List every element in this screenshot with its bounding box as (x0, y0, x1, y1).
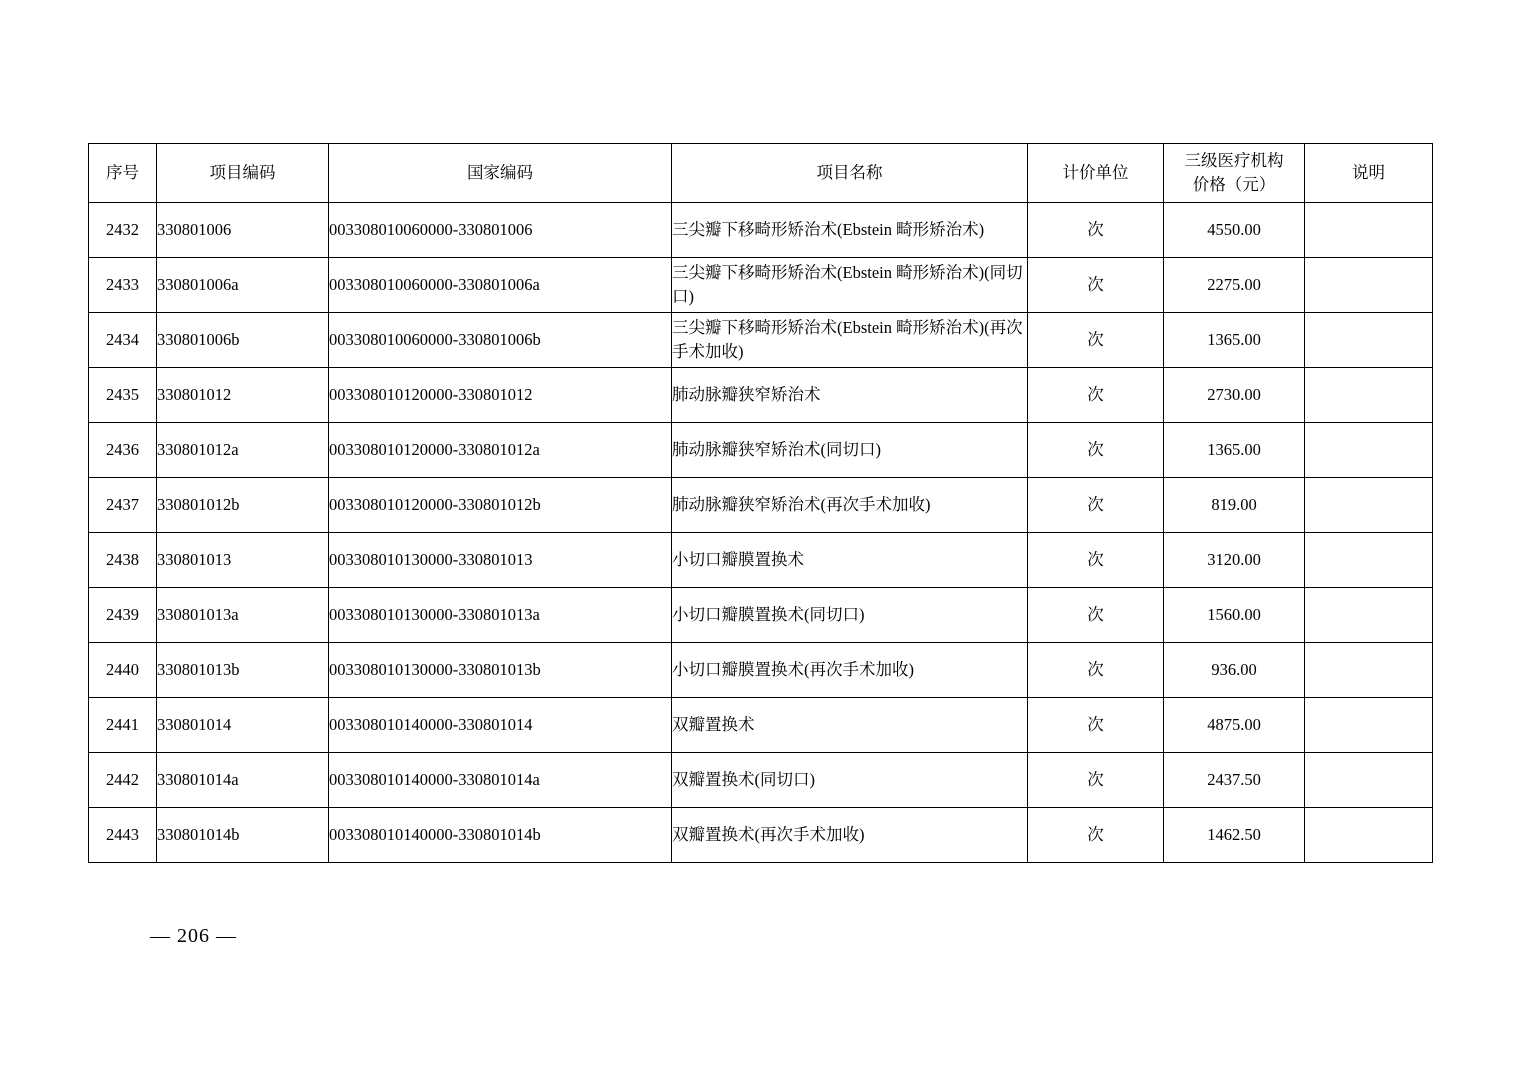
cell-unit: 次 (1028, 478, 1164, 533)
column-header-seq: 序号 (89, 144, 157, 203)
cell-national-code: 003308010130000-330801013a (329, 588, 672, 643)
column-header-item-name: 项目名称 (672, 144, 1028, 203)
table-row (89, 588, 1433, 643)
cell-unit: 次 (1028, 203, 1164, 258)
column-header-unit: 计价单位 (1028, 144, 1164, 203)
column-header-price-line2: 价格（元） (1192, 175, 1276, 194)
cell-seq: 2435 (89, 368, 157, 423)
cell-unit: 次 (1028, 313, 1164, 368)
cell-national-code: 003308010060000-330801006b (329, 313, 672, 368)
cell-price: 2730.00 (1164, 368, 1305, 423)
table-row (89, 808, 1433, 863)
cell-item-code: 330801013 (157, 533, 329, 588)
cell-price: 4550.00 (1164, 203, 1305, 258)
cell-item-name: 三尖瓣下移畸形矫治术(Ebstein 畸形矫治术)(再次手术加收) (672, 313, 1028, 368)
cell-note (1305, 478, 1433, 533)
cell-item-name: 双瓣置换术(同切口) (672, 753, 1028, 808)
table-row (89, 258, 1433, 313)
cell-item-name: 三尖瓣下移畸形矫治术(Ebstein 畸形矫治术)(同切口) (672, 258, 1028, 313)
column-header-price-line1: 三级医疗机构 (1184, 151, 1284, 171)
table-row (89, 643, 1433, 698)
cell-price: 1560.00 (1164, 588, 1305, 643)
cell-item-code: 330801006 (157, 203, 329, 258)
cell-price: 1365.00 (1164, 423, 1305, 478)
cell-item-code: 330801006b (157, 313, 329, 368)
cell-national-code: 003308010140000-330801014b (329, 808, 672, 863)
table-row (89, 313, 1433, 368)
cell-seq: 2433 (89, 258, 157, 313)
cell-note (1305, 258, 1433, 313)
cell-national-code: 003308010060000-330801006 (329, 203, 672, 258)
cell-note (1305, 588, 1433, 643)
cell-unit: 次 (1028, 588, 1164, 643)
column-header-price (1164, 144, 1305, 203)
table-row (89, 203, 1433, 258)
cell-item-name: 三尖瓣下移畸形矫治术(Ebstein 畸形矫治术) (672, 203, 1028, 258)
cell-unit: 次 (1028, 423, 1164, 478)
table-row (89, 423, 1433, 478)
medical-price-table (88, 143, 1433, 863)
cell-national-code: 003308010140000-330801014 (329, 698, 672, 753)
cell-price: 819.00 (1164, 478, 1305, 533)
column-header-item-code: 项目编码 (157, 144, 329, 203)
cell-note (1305, 203, 1433, 258)
cell-item-code: 330801014b (157, 808, 329, 863)
cell-unit: 次 (1028, 808, 1164, 863)
cell-note (1305, 643, 1433, 698)
cell-price: 1462.50 (1164, 808, 1305, 863)
cell-item-name: 肺动脉瓣狭窄矫治术 (672, 368, 1028, 423)
table-row (89, 368, 1433, 423)
cell-item-code: 330801013b (157, 643, 329, 698)
cell-unit: 次 (1028, 533, 1164, 588)
cell-national-code: 003308010140000-330801014a (329, 753, 672, 808)
cell-item-code: 330801006a (157, 258, 329, 313)
cell-price: 936.00 (1164, 643, 1305, 698)
cell-item-code: 330801013a (157, 588, 329, 643)
table-header-row (89, 144, 1433, 203)
cell-national-code: 003308010120000-330801012b (329, 478, 672, 533)
table-row (89, 698, 1433, 753)
cell-item-name: 小切口瓣膜置换术 (672, 533, 1028, 588)
cell-note (1305, 533, 1433, 588)
cell-national-code: 003308010120000-330801012 (329, 368, 672, 423)
column-header-note: 说明 (1305, 144, 1433, 203)
column-header-national-code: 国家编码 (329, 144, 672, 203)
cell-unit: 次 (1028, 368, 1164, 423)
page-number: — 206 — (150, 925, 237, 947)
cell-item-name: 双瓣置换术 (672, 698, 1028, 753)
cell-unit: 次 (1028, 698, 1164, 753)
cell-national-code: 003308010130000-330801013b (329, 643, 672, 698)
cell-price: 4875.00 (1164, 698, 1305, 753)
cell-item-name: 双瓣置换术(再次手术加收) (672, 808, 1028, 863)
cell-note (1305, 808, 1433, 863)
cell-note (1305, 313, 1433, 368)
cell-item-code: 330801014a (157, 753, 329, 808)
cell-unit: 次 (1028, 753, 1164, 808)
cell-national-code: 003308010060000-330801006a (329, 258, 672, 313)
cell-seq: 2436 (89, 423, 157, 478)
cell-unit: 次 (1028, 258, 1164, 313)
cell-item-code: 330801012 (157, 368, 329, 423)
cell-seq: 2440 (89, 643, 157, 698)
cell-seq: 2439 (89, 588, 157, 643)
cell-national-code: 003308010120000-330801012a (329, 423, 672, 478)
cell-item-code: 330801014 (157, 698, 329, 753)
cell-unit: 次 (1028, 643, 1164, 698)
cell-item-name: 小切口瓣膜置换术(再次手术加收) (672, 643, 1028, 698)
table-row (89, 753, 1433, 808)
cell-seq: 2441 (89, 698, 157, 753)
cell-seq: 2432 (89, 203, 157, 258)
cell-note (1305, 698, 1433, 753)
cell-seq: 2438 (89, 533, 157, 588)
table-row (89, 478, 1433, 533)
table-body (89, 203, 1433, 863)
cell-price: 2437.50 (1164, 753, 1305, 808)
cell-note (1305, 368, 1433, 423)
cell-item-name: 小切口瓣膜置换术(同切口) (672, 588, 1028, 643)
cell-seq: 2443 (89, 808, 157, 863)
cell-seq: 2437 (89, 478, 157, 533)
cell-item-code: 330801012a (157, 423, 329, 478)
cell-price: 3120.00 (1164, 533, 1305, 588)
cell-national-code: 003308010130000-330801013 (329, 533, 672, 588)
cell-note (1305, 753, 1433, 808)
cell-seq: 2442 (89, 753, 157, 808)
cell-item-name: 肺动脉瓣狭窄矫治术(同切口) (672, 423, 1028, 478)
table-row (89, 533, 1433, 588)
cell-item-code: 330801012b (157, 478, 329, 533)
cell-note (1305, 423, 1433, 478)
cell-price: 1365.00 (1164, 313, 1305, 368)
cell-item-name: 肺动脉瓣狭窄矫治术(再次手术加收) (672, 478, 1028, 533)
cell-price: 2275.00 (1164, 258, 1305, 313)
cell-seq: 2434 (89, 313, 157, 368)
table-header (89, 144, 1433, 203)
